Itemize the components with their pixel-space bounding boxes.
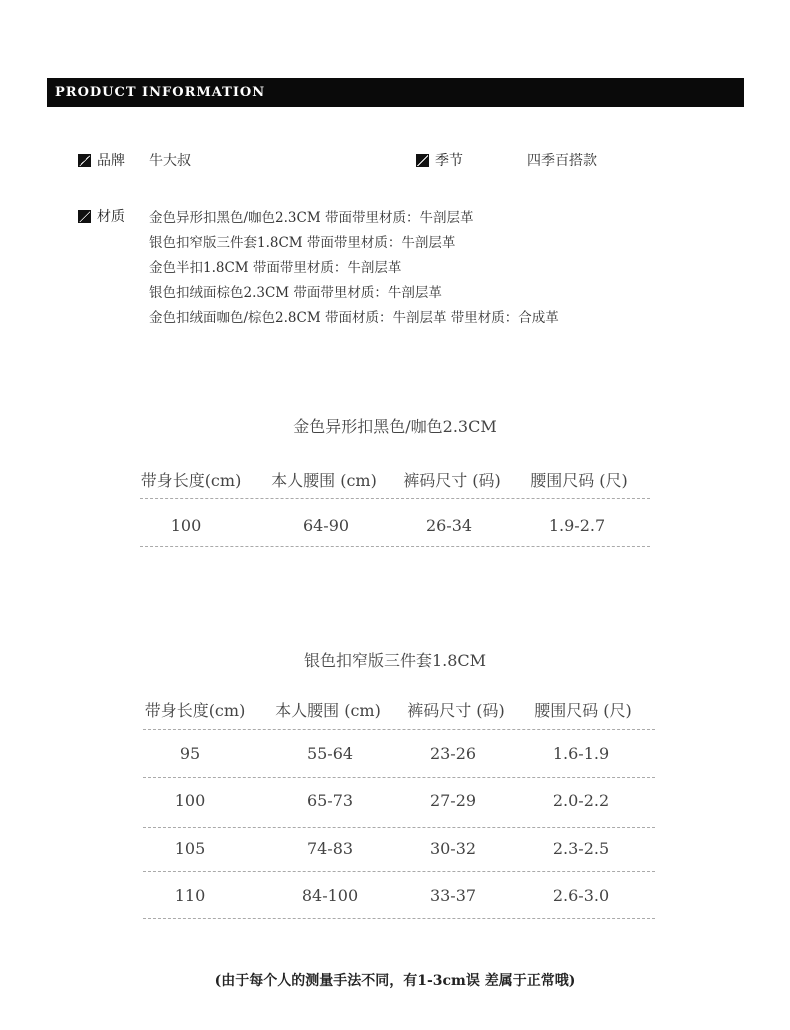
table-1-header-waist: 本人腰围 (cm) — [271, 471, 377, 490]
material-line: 金色异形扣黑色/咖色2.3CM 带面带里材质：牛剖层革 — [149, 210, 474, 226]
table-1-header-length: 带身长度(cm) — [140, 471, 242, 490]
material-label: 材质 — [97, 209, 125, 225]
table-1-header-pants-size: 裤码尺寸 (码) — [403, 471, 501, 490]
table-2-divider — [143, 827, 655, 828]
table-2-cell: 100 — [174, 791, 206, 810]
square-mark-icon — [416, 154, 429, 167]
table-2-cell: 84-100 — [301, 886, 359, 905]
brand-value: 牛大叔 — [149, 153, 191, 169]
table-2-cell: 105 — [174, 839, 206, 858]
material-line: 银色扣绒面棕色2.3CM 带面带里材质：牛剖层革 — [149, 285, 442, 301]
table-2-header-waist: 本人腰围 (cm) — [275, 701, 381, 720]
table-2-header-pants-size: 裤码尺寸 (码) — [407, 701, 505, 720]
table-1-cell: 100 — [170, 516, 202, 535]
material-line: 金色扣绒面咖色/棕色2.8CM 带面材质：牛剖层革 带里材质：合成革 — [149, 310, 559, 326]
table-2-divider — [143, 871, 655, 872]
material-line: 银色扣窄版三件套1.8CM 带面带里材质：牛剖层革 — [149, 235, 456, 251]
table-1-cell: 26-34 — [425, 516, 473, 535]
table-2-cell: 27-29 — [429, 791, 477, 810]
table-2-divider — [143, 918, 655, 919]
material-tag — [78, 206, 125, 226]
table-1-divider — [140, 498, 650, 499]
brand-tag — [78, 150, 125, 170]
table-2-title: 银色扣窄版三件套1.8CM — [303, 651, 487, 670]
table-2-divider — [143, 729, 655, 730]
table-1-title: 金色异形扣黑色/咖色2.3CM — [293, 417, 497, 436]
product-info-banner: PRODUCT INFORMATION — [47, 78, 744, 107]
table-2-cell: 33-37 — [429, 886, 477, 905]
table-1-header-waist-chi: 腰围尺码 (尺) — [530, 471, 628, 490]
table-2-cell: 2.6-3.0 — [552, 886, 610, 905]
table-2-cell: 30-32 — [429, 839, 477, 858]
table-1-cell: 64-90 — [302, 516, 350, 535]
measurement-footnote: (由于每个人的测量手法不同，有1-3cm误 差属于正常哦) — [214, 973, 576, 989]
square-mark-icon — [78, 154, 91, 167]
table-2-cell: 23-26 — [429, 744, 477, 763]
table-2-cell: 1.6-1.9 — [552, 744, 610, 763]
table-2-header-waist-chi: 腰围尺码 (尺) — [534, 701, 632, 720]
material-line: 金色半扣1.8CM 带面带里材质：牛剖层革 — [149, 260, 402, 276]
season-label: 季节 — [435, 153, 463, 169]
table-2-cell: 2.0-2.2 — [552, 791, 610, 810]
table-1-divider — [140, 546, 650, 547]
season-tag — [416, 150, 463, 170]
table-2-cell: 95 — [179, 744, 201, 763]
table-2-cell: 110 — [174, 886, 206, 905]
brand-label: 品牌 — [97, 153, 125, 169]
season-value: 四季百搭款 — [527, 153, 597, 169]
table-1-cell: 1.9-2.7 — [548, 516, 606, 535]
square-mark-icon — [78, 210, 91, 223]
table-2-divider — [143, 777, 655, 778]
table-2-header-length: 带身长度(cm) — [144, 701, 246, 720]
table-2-cell: 55-64 — [306, 744, 354, 763]
table-2-cell: 74-83 — [306, 839, 354, 858]
table-2-cell: 65-73 — [306, 791, 354, 810]
table-2-cell: 2.3-2.5 — [552, 839, 610, 858]
